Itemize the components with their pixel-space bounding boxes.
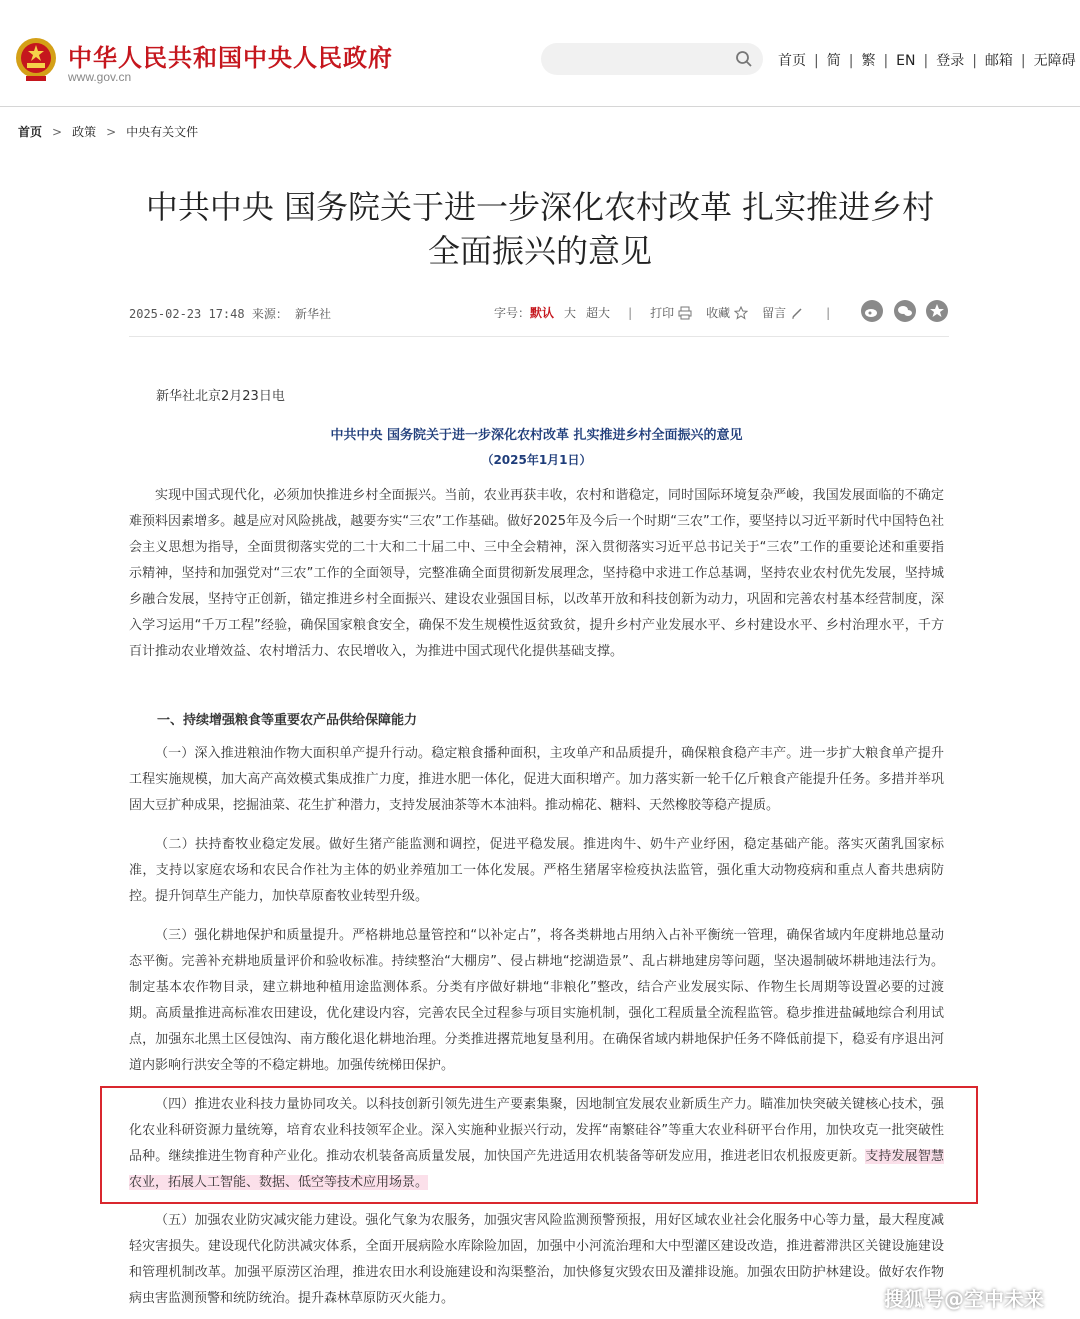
font-xlarge-button[interactable]: 超大 [586,306,611,320]
nav-simplified[interactable]: 简 [826,53,841,69]
intro-paragraph: 实现中国式现代化，必须加快推进乡村全面振兴。当前，农业再获丰收，农村和谐稳定，同时国际环境复杂严峻，我国发展面临的不确定难预料因素增多。越是应对风险挑战，越要夯实“三农”工作基础。做好2025年及今后一个时期“三农”工作，要坚持以习近平新时代中国特色社会主义思想为指导，全面贯彻落实党的二十大和二十届二中、三中全会精神，深入贯彻落实习近平总书记关于“三农”工作的重要论述和重要指示精神，坚持和加强党对“三农”工作的全面领导，完整准确全面贯彻新发展理念，坚持稳中求进工作总基调，坚持农业农村优先发展，坚持城乡融合发展，坚持守正创新，锚定推进乡村全面振兴、建设农业强国目标，以改革开放和科技创新为动力，巩固和完善农村基本经营制度，深入学习运用“千万工程”经验，确保国家粮食安全，确保不发生规模性返贫致贫，提升乡村产业发展水平、乡村建设水平、乡村治理水平，千方百计推动农业增效益、农村增活力、农民增收入，为推进中国式现代化提供基础支撑。 [129,488,944,659]
nav-accessibility[interactable]: 无障碍 [1033,53,1076,69]
document-title: 中共中央 国务院关于进一步深化农村改革 扎实推进乡村全面振兴的意见 [330,428,743,443]
site-name[interactable]: 中华人民共和国中央人民政府 [68,44,393,72]
favorite-button[interactable]: 收藏 [706,306,731,320]
national-emblem-icon[interactable] [14,36,58,82]
section-heading: 一、持续增强粮食等重要农产品供给保障能力 [157,713,418,728]
divider [129,336,949,337]
watermark: 搜狐号@空中未来 [884,1287,1044,1311]
star-icon[interactable] [734,306,748,320]
font-default-button[interactable]: 默认 [530,306,555,320]
document-date: （2025年1月1日） [481,453,592,467]
title-line-1: 中共中央 国务院关于进一步深化农村改革 扎实推进乡村 [145,188,935,226]
wechat-share-icon[interactable] [894,300,916,322]
nav-traditional[interactable]: 繁 [861,53,876,69]
site-header [0,0,1080,107]
nav-login[interactable]: 登录 [936,53,965,69]
page-title [100,185,980,273]
font-large-button[interactable]: 大 [564,306,577,320]
nav-home[interactable]: 首页 [778,53,806,69]
search-input[interactable] [541,43,763,75]
print-button[interactable]: 打印 [650,306,675,320]
search-icon[interactable] [735,50,753,68]
title-line-2: 全面振兴的意见 [427,232,652,270]
pencil-icon[interactable] [790,306,804,320]
chevron-right-icon: > [106,125,117,139]
paragraph-1: （一）深入推进粮油作物大面积单产提升行动。稳定粮食播种面积，主攻单产和品质提升，确保粮食稳产丰产。进一步扩大粮食单产提升工程实施规模，加大高产高效模式集成推广力度，推进水肥一体化，促进大面积增产。加力落实新一轮千亿斤粮食产能提升任务。多措并举巩固大豆扩种成果，挖掘油菜、花生扩种潜力，支持发展油茶等木本油料。推动棉花、糖料、天然橡胶等稳产提质。 [129,746,944,813]
favorite-share-icon[interactable] [926,300,948,322]
nav-mail[interactable]: 邮箱 [984,53,1013,69]
dateline: 新华社北京2月23日电 [156,389,285,404]
article-tools: 字号： 默认 大 超大 | 打印 收藏 留言 | [494,305,831,320]
publish-meta: 2025-02-23 17:48 来源： 新华社 [129,307,332,321]
paragraph-4 [129,1092,944,1196]
breadcrumb-policy[interactable]: 政策 [72,125,97,139]
breadcrumb-central-docs[interactable]: 中央有关文件 [126,125,199,139]
printer-icon[interactable] [678,306,692,320]
chevron-right-icon: > [52,125,63,139]
site-url: www.gov.cn [68,70,132,84]
top-nav: 首页 | 简 | 繁 | EN | 登录 | 邮箱 | 无障碍 [778,53,1076,69]
paragraph-5: （五）加强农业防灾减灾能力建设。强化气象为农服务，加强灾害风险监测预警预报，用好区域农业社会化服务中心等力量，最大程度减轻灾害损失。建设现代化防洪减灾体系，全面开展病险水库除险加固，加强中小河流治理和大中型灌区建设改造，推进蓄滞洪区关键设施建设和管理机制改革。加强平原涝区治理，推进农田水利设施建设和沟渠整治，加快修复灾毁农田及灌排设施。加强农田防护林建设。做好农作物病虫害监测预警和统防统治。提升森林草原防灭火能力。 [129,1213,944,1306]
paragraph-3: （三）强化耕地保护和质量提升。严格耕地总量管控和“以补定占”，将各类耕地占用纳入占补平衡统一管理，确保省域内年度耕地总量动态平衡。完善补充耕地质量评价和验收标准。持续整治“大棚房”、侵占耕地“挖湖造景”、乱占耕地建房等问题，坚决遏制破坏耕地违法行为。制定基本农作物目录，建立耕地种植用途监测体系。分类有序做好耕地“非粮化”整改，结合产业发展实际、作物生长周期等设置必要的过渡期。高质量推进高标准农田建设，优化建设内容，完善农民全过程参与项目实施机制，强化工程质量全流程监管。稳步推进盐碱地综合利用试点，加强东北黑土区侵蚀沟、南方酸化退化耕地治理。分类推进撂荒地复垦利用。在确保省域内耕地保护任务不降低前提下，稳妥有序退出河道内影响行洪安全等的不稳定耕地。加强传统梯田保护。 [129,928,944,1073]
font-size-label: 字号： [494,306,531,320]
breadcrumb [18,123,198,140]
weibo-share-icon[interactable] [861,300,883,322]
highlighted-text: 支持发展智慧农业，拓展人工智能、数据、低空等技术应用场景。 [129,1149,944,1190]
breadcrumb-home[interactable]: 首页 [18,125,43,139]
nav-english[interactable]: EN [896,53,916,69]
comment-button[interactable]: 留言 [762,306,787,320]
paragraph-2: （二）扶持畜牧业稳定发展。做好生猪产能监测和调控，促进平稳发展。推进肉牛、奶牛产业纾困，稳定基础产能。落实灭菌乳国家标准，支持以家庭农场和农民合作社为主体的奶业养殖加工一体化发展。严格生猪屠宰检疫执法监管，强化重大动物疫病和重点人畜共患病防控。提升饲草生产能力，加快草原畜牧业转型升级。 [129,837,944,904]
paragraph-4-text: （四）推进农业科技力量协同攻关。以科技创新引领先进生产要素集聚，因地制宜发展农业新质生产力。瞄准加快突破关键核心技术，强化农业科研资源力量统筹，培育农业科技领军企业。深入实施种业振兴行动，发挥“南繁硅谷”等重大农业科研平台作用，加快攻克一批突破性品种。继续推进生物育种产业化。推动农机装备高质量发展，加快国产先进适用农机装备等研发应用，推进老旧农机报废更新。 [129,1097,944,1164]
